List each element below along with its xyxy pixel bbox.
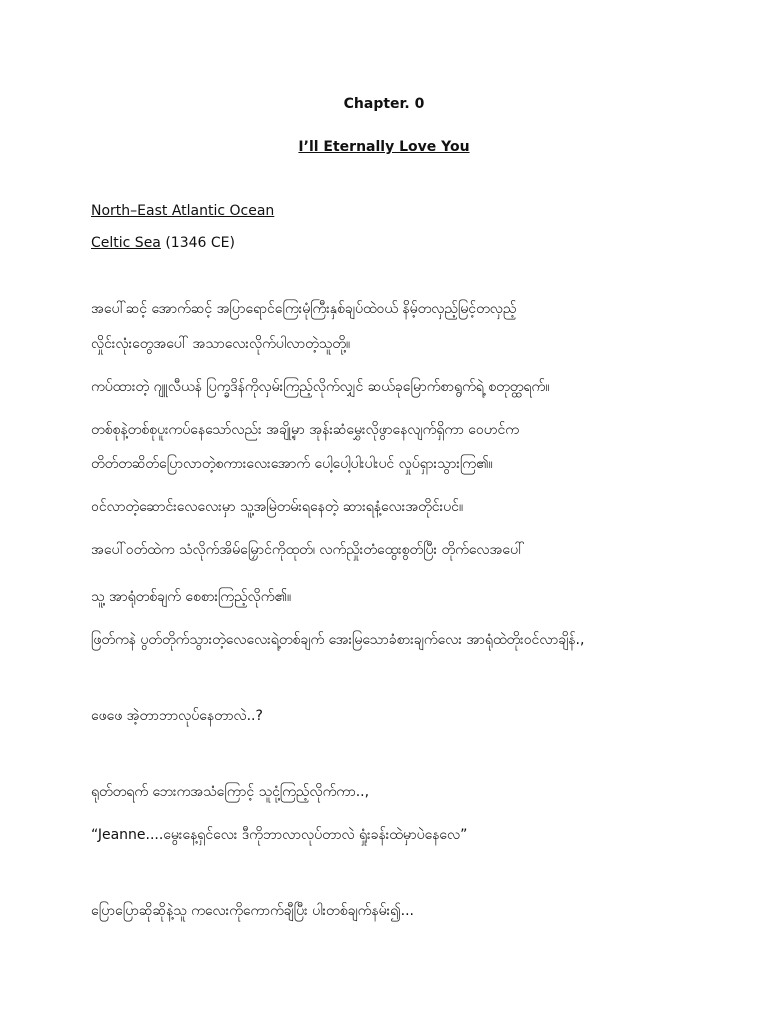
location-sea-line [91, 233, 691, 253]
chapter-heading: Chapter. 0 [343, 96, 425, 112]
chapter-title: I’ll Eternally Love You [298, 139, 470, 155]
paragraph-line: လှိုင်းလုံးတွေအပေါ် အသာလေးလိုက်ပါလာတဲ့သူတို့။ [91, 336, 351, 352]
location-ocean: North–East Atlantic Ocean [91, 203, 275, 219]
paragraph-line: တိတ်တဆိတ်ပြောလာတဲ့စကားလေးအောက် ပေါ့ပေါ့ပါးပါးပင် လှုပ်ရှားသွားကြ၏။ [91, 456, 493, 472]
paragraph-line: သူ့ အာရုံတစ်ချက် စေစားကြည့်လိုက်၏။ [91, 589, 292, 605]
dialogue-line: “Jeanne....မွေးနေ့ရှင်လေး ဒီကိုဘာလာလုပ်တာလဲ ရှုံးခန်းထဲမှာပဲနေလေ” [91, 827, 468, 843]
paragraph-line: ပြောပြောဆိုဆိုနဲ့သူ ကလေးကိုကောက်ချီပြီး ပါးတစ်ချက်နမ်း၍... [91, 903, 414, 919]
location-sea: Celtic Sea [91, 235, 161, 251]
dialogue-line: ဖေဖေ အဲ့တာဘာလုပ်နေတာလဲ..? [91, 708, 263, 724]
paragraph-line: တစ်စုနဲ့တစ်စုပူးကပ်နေသော်လည်း အချို့မှာ အုန်းဆံမွှေးလိုဖွာနေလျက်ရှိကာ ဝေဟင်က [91, 422, 519, 438]
paragraph-line: အပေါ်ဆင့် အောက်ဆင့် အပြာရောင်ကြေးမုံကြီးနှစ်ချပ်ထဲဝယ် နိမ့်တလှည့်မြင့်တလှည့် [91, 301, 517, 317]
paragraph-line: ကပ်ထားတဲ့ ဂျူလီယန် ပြက္ခဒိန်ကိုလှမ်းကြည့်လိုက်လျှင် ဆယ်ခုမြောက်စာရွက်ရဲ့ စတုတ္ထရက်။ [91, 379, 550, 395]
location-year: (1346 CE) [160, 235, 235, 251]
paragraph-line: ရုတ်တရက် ဘေးကအသံကြောင့် သူငုံ့ကြည့်လိုက်ကာ.., [91, 784, 370, 800]
paragraph-line: ဝင်လာတဲ့ဆောင်းလေလေးမှာ သူ့အမြဲတမ်းရနေတဲ့ ဆားရနံ့လေးအတိုင်းပင်။ [91, 499, 464, 515]
paragraph-line: အပေါ်ဝတ်ထဲက သံလိုက်အိမ်မြှောင်ကိုထုတ်၊ လက်ညှိုးတံထွေးစွတ်ပြီး တိုက်လေအပေါ် [91, 542, 525, 558]
paragraph-line: ဖြတ်ကနဲ ပွတ်တိုက်သွားတဲ့လေလေးရဲ့တစ်ချက် အေးမြသောခံစားချက်လေး အာရုံထဲတိုးဝင်လာချိန်., [91, 632, 585, 648]
